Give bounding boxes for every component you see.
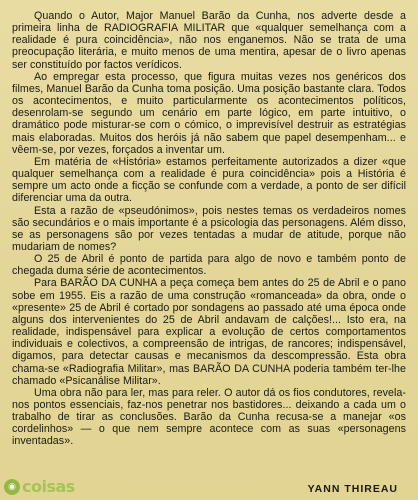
watermark-text: coisas bbox=[22, 477, 75, 496]
paragraph-1: Quando o Autor, Major Manuel Barão da Cunha, nos adverte desde a primeira linha de RADIOGRAFIA MILITAR que «qualquer semelhança com a realidade é pura coincidência», não nos enganemos. Não se trata de uma preocupação literária, e muito menos de uma mentira, apesar de o livro apenas ser constituído por factos verídicos. bbox=[12, 10, 406, 71]
paragraph-4: Esta a razão de «pseudónimos», pois nestes temas os verdadeiros nomes são secundários e o mais importante é a psicologia das personagens. Além disso, se as personagens são por vezes tentadas a mudar de atitude, porque não mudariam de nomes? bbox=[12, 204, 406, 253]
paragraph-5: O 25 de Abril é ponto de partida para algo de novo e também ponto de chegada duma série de acontecimentos. bbox=[12, 253, 406, 278]
body-text bbox=[12, 10, 406, 448]
watermark-logo bbox=[4, 477, 75, 496]
paragraph-3: Em matéria de «História» estamos perfeitamente autorizados a dizer «que qualquer semelhança com a realidade é pura coincidência» pois a História é sempre um acto onde a ficção se confunde com a verdade, a ponto de ser difícil diferenciar uma da outra. bbox=[12, 155, 406, 205]
author-signature: YANN THIREAU bbox=[307, 483, 398, 495]
paragraph-2: Ao empregar esta processo, que figura muitas vezes nos genéricos dos filmes, Manuel Barão da Cunha toma posição. Uma posição bastante clara. Todos os acontecimentos, e muito particularmente os acontecimentos políticos, desenrolam-se segundo um cenário em parte lógico, em parte intuitivo, o dramático pode misturar-se com o cómico, o imprevisível destruir as estratégias mais elaboradas. Muitos dos heróis já não sabem que papel desempenham... e vêem-se, por vezes, forçados a inventar um. bbox=[12, 70, 406, 156]
watermark-icon: ◉ bbox=[4, 479, 20, 495]
paragraph-7: Uma obra não para ler, mas para reler. O autor dá os fios condutores, revela-nos pontos essenciais, faz-nos penetrar nos bastidores... deixando a cada um o trabalho de tirar as conclusões. Barão da Cunha recusa-se a manejar «os cordelinhos» — o que nem sempre acontece com as suas «personagens inventadas». bbox=[12, 386, 406, 448]
paragraph-6: Para BARÃO DA CUNHA a peça começa bem antes do 25 de Abril e o pano sobe em 1955. Eis a razão de uma construção «romanceada» da obra, onde o «presente» 25 de Abril é cortado por sondagens ao passado até uma época onde alguns dos intervenientes do 25 de Abril andavam de calções!... Isto era, na realidade, indispensável para explicar a evolução de certos comportamentos individuais e colectivos, a compreensão de intrigas, de rancores; indispensável, digamos, para detectar causas e mecanismos da descompressão. Esta obra chama-se «Radiografia Militar», mas BARÃO DA CUNHA poderia também ter-lhe chamado «Psicanálise Militar». bbox=[12, 277, 406, 387]
